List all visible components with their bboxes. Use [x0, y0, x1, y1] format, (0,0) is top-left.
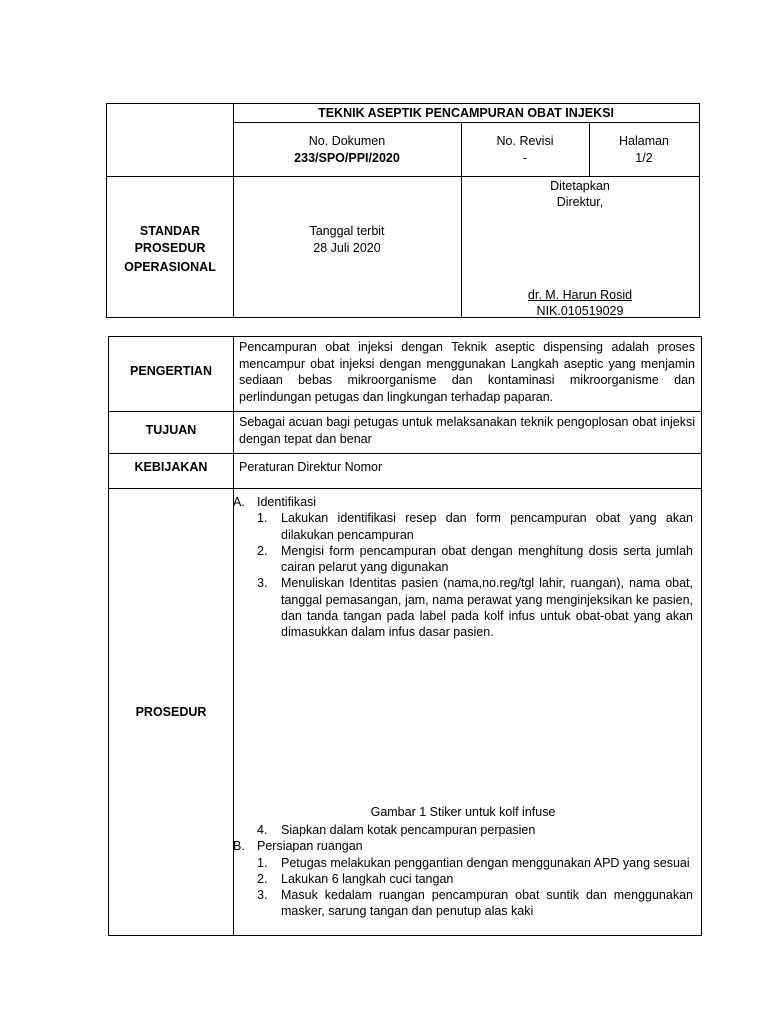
issue-date-value: 28 Juli 2020 [313, 241, 381, 255]
spo-title-line: PROSEDUR [134, 241, 206, 255]
approved-role: Direktur, [556, 195, 604, 209]
revision-value: - [522, 151, 528, 165]
spo-title-line: STANDAR [139, 224, 201, 238]
header-divider [107, 176, 699, 177]
tujuan-text: Sebagai acuan bagi petugas untuk melaksanakan teknik pengoplosan obat injeksi dengan tepat dan benar [239, 415, 695, 446]
header-divider [233, 122, 699, 123]
list-item-number: 3. [257, 576, 268, 591]
approved-label: Ditetapkan [550, 179, 610, 193]
section-a-steps [233, 510, 693, 640]
list-item-number: 4. [257, 823, 268, 837]
tujuan-label: TUJUAN [145, 423, 197, 437]
list-item-number: 1. [257, 511, 268, 526]
list-item [233, 543, 693, 576]
list-item-number: 3. [257, 888, 268, 903]
list-item-text: Mengisi form pencampuran obat dengan menghitung dosis serta jumlah cairan pelarut yang digunakan [281, 543, 693, 575]
list-item-text: Petugas melakukan penggantian dengan menggunakan APD yang sesuai [281, 855, 690, 870]
list-item-number: 2. [257, 543, 268, 558]
doc-number-label: No. Dokumen [308, 134, 386, 148]
section-b-number: B. [233, 839, 245, 854]
kebijakan-text: Peraturan Direktur Nomor [239, 460, 383, 474]
list-item-text: Masuk kedalam ruangan pencampuran obat suntik dan menggunakan masker, sarung tangan dan penutup alas kaki [281, 888, 693, 919]
pengertian-text: Pencampuran obat injeksi dengan Teknik aseptic dispensing adalah proses mencampur obat injeksi dengan menggunakan Langkah aseptic yang menjamin sediaan bebas mikroorganisme dan kontaminasi mikroorganisme dan perlindungan petugas dan lingkungan terhadap paparan. [239, 340, 695, 404]
section-b-title: Persiapan ruangan [257, 839, 363, 854]
list-item [233, 510, 693, 543]
list-item-text: Siapkan dalam kotak pencampuran perpasien [281, 823, 536, 837]
list-item-text: Lakukan identifikasi resep dan form pencampuran obat yang akan dilakukan pencampuran [281, 511, 693, 542]
list-item [233, 575, 693, 640]
prosedur-label: PROSEDUR [135, 705, 207, 719]
prosedur-content-continued [233, 822, 693, 920]
list-item-number: 2. [257, 871, 268, 886]
page-label: Halaman [618, 134, 670, 148]
table-divider [109, 411, 701, 412]
prosedur-content [233, 494, 693, 641]
procedure-table [108, 336, 702, 936]
table-divider [109, 488, 701, 489]
list-item-text: Lakukan 6 langkah cuci tangan [281, 871, 454, 886]
header-table [106, 103, 700, 318]
list-item [233, 822, 693, 838]
section-a-number: A. [233, 495, 245, 509]
document-title: TEKNIK ASEPTIK PENCAMPURAN OBAT INJEKSI [318, 106, 614, 120]
table-divider [109, 453, 701, 454]
list-item [233, 871, 693, 887]
section-b-steps [233, 855, 693, 920]
revision-label: No. Revisi [496, 134, 554, 148]
list-item [233, 887, 693, 920]
spo-title-line: OPERASIONAL [124, 260, 216, 274]
list-item-number: 1. [257, 855, 268, 870]
section-a-heading [233, 494, 693, 510]
section-b-heading [233, 838, 693, 854]
kebijakan-label: KEBIJAKAN [134, 460, 208, 474]
list-item [233, 855, 693, 871]
issue-date-label: Tanggal terbit [309, 224, 385, 238]
director-name: dr. M. Harun Rosid [527, 288, 633, 302]
section-a-title: Identifikasi [257, 495, 317, 509]
list-item-text: Menuliskan Identitas pasien (nama,no.reg/tgl lahir, ruangan), nama obat, tanggal pemasangan, jam, nama perawat yang menginjeksikan ke pasien, dan tanda tangan pada label pada kolf infus untuk obat-obat yang akan dimasukkan dalam infus dasar pasien. [281, 576, 693, 640]
pengertian-label: PENGERTIAN [130, 364, 212, 378]
page-value: 1/2 [635, 151, 653, 165]
sticker-figure [239, 649, 695, 799]
header-divider [589, 122, 590, 176]
director-nik: NIK.010519029 [536, 304, 624, 318]
doc-number-value: 233/SPO/PPI/2020 [294, 151, 400, 165]
figure-caption: Gambar 1 Stiker untuk kolf infuse [370, 805, 556, 819]
